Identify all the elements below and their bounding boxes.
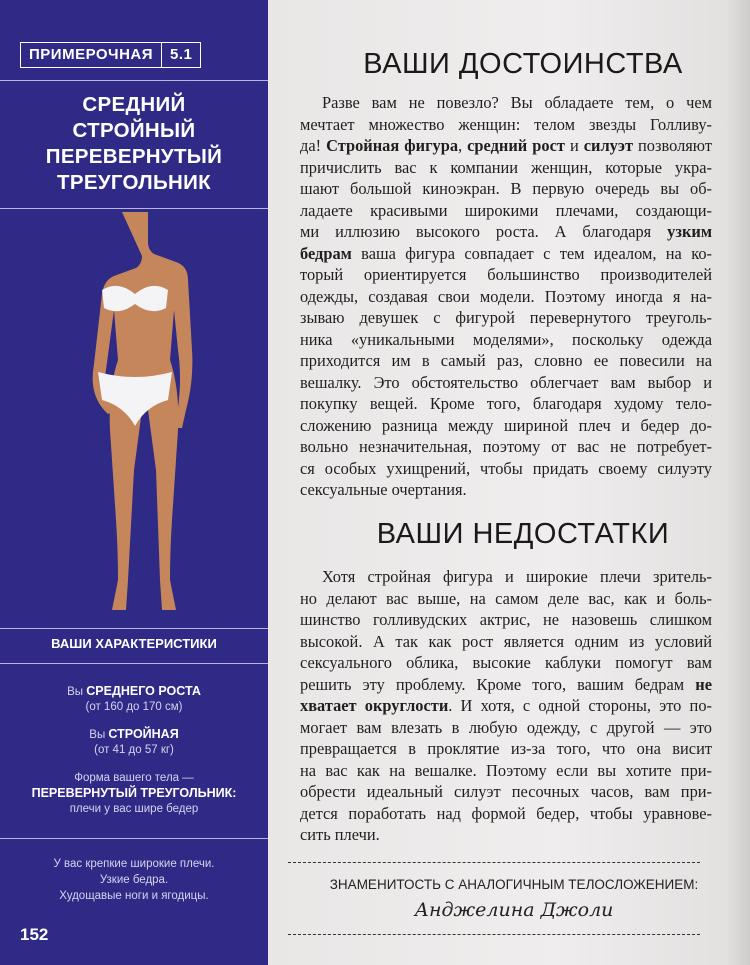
text: превращается в проклятие из-за того, что она висит [300, 739, 712, 758]
disadvantages-paragraph [300, 566, 712, 846]
text-line [300, 286, 712, 308]
text: но делают вас выше, на самом деле вас, как и боль- [300, 588, 712, 608]
text-line [300, 135, 712, 157]
label: Вы [89, 729, 109, 741]
text: , [458, 136, 468, 155]
text: покупку вещей. Кроме того, благодаря худому тело- [300, 394, 712, 413]
value: СТРОЙНАЯ [108, 727, 179, 741]
advantages-paragraph [300, 92, 712, 501]
text: ся особых ухищрений, чтобы придать своему силуэту [300, 458, 712, 478]
bold-text: не [695, 674, 712, 694]
text-line [300, 609, 712, 631]
text-line [300, 566, 712, 588]
advantages-heading: ВАШИ ДОСТОИНСТВА [363, 48, 683, 80]
text: да! [300, 136, 327, 155]
text: сексуального облика, высокие каблуки помогут вам [300, 653, 712, 672]
text-line [300, 372, 712, 394]
features-summary [0, 856, 268, 904]
text: сить плечи. [300, 825, 380, 844]
bold-text: хватает округлости [300, 696, 449, 715]
text-line [300, 92, 712, 114]
text: . И хотя, с одной стороны, это по- [448, 696, 712, 715]
dashed-divider [288, 934, 700, 935]
title-line: ТРЕУГОЛЬНИК [57, 171, 211, 194]
text: шают большой киноэкран. В первую очередь вы об- [300, 179, 712, 198]
text-line [300, 652, 712, 674]
text-line [300, 479, 712, 501]
sidebar-panel [0, 0, 268, 965]
text: шинство голливудских актрис, не назовешь слишком [300, 610, 712, 629]
description: плечи у вас шире бедер [69, 803, 199, 815]
height-characteristic [0, 684, 268, 715]
range: (от 41 до 57 кг) [94, 744, 174, 756]
bold-text: средний рост [467, 136, 565, 155]
text-line [300, 695, 712, 717]
text-line [300, 221, 712, 243]
text: мечтает множество женщин: телом звезды Голливу- [300, 114, 712, 134]
feature-line: Худощавые ноги и ягодицы. [59, 890, 209, 902]
text: ваша фигура совпадает с тем идеалом, на ко- [351, 243, 712, 263]
text-line [300, 803, 712, 825]
text-line [300, 243, 712, 265]
text-line [300, 781, 712, 803]
text-line [300, 717, 712, 739]
characteristics-heading: ВАШИ ХАРАКТЕРИСТИКИ [51, 636, 217, 651]
body-type-title [0, 92, 268, 196]
divider [0, 628, 268, 629]
text: одежды, создавая свои модели. Поэтому иногда я на- [300, 286, 712, 306]
text-line [300, 178, 712, 200]
divider [0, 208, 268, 209]
shape-characteristic [0, 771, 268, 817]
range: (от 160 до 170 см) [85, 701, 183, 713]
text-line [300, 674, 712, 696]
divider [0, 80, 268, 81]
text-line [300, 436, 712, 458]
text-line [300, 350, 712, 372]
text: зываю девушек с фигурой перевернутого треуголь- [300, 308, 712, 327]
text-line [300, 824, 712, 846]
main-text-page [268, 0, 750, 965]
text: дется поработать над формой бедер, чтобы уравнове- [300, 803, 712, 823]
text-line [300, 415, 712, 437]
bold-text: силуэт [583, 136, 633, 155]
text: на вас как на вешалке. Поэтому если вы хотите при- [300, 760, 712, 780]
section-label [20, 42, 201, 68]
text: обрести идеальный силуэт песочных часов, вам при- [300, 782, 712, 801]
text-line [300, 307, 712, 329]
text-line [300, 114, 712, 136]
value: СРЕДНЕГО РОСТА [86, 684, 201, 698]
text: приходится им в самый раз, словно ее повесили на [300, 351, 712, 370]
text: ми иллюзию высокого роста. А благодаря [300, 222, 668, 241]
text-line [300, 738, 712, 760]
section-number: 5.1 [161, 43, 200, 67]
text: высокой. А так как рост является одним из условий [300, 631, 712, 651]
text-line [300, 329, 712, 351]
text: торый ориентируется большинство производителей [300, 265, 712, 284]
celebrity-caption: ЗНАМЕНИТОСТЬ С АНАЛОГИЧНЫМ ТЕЛОСЛОЖЕНИЕМ: [329, 877, 699, 892]
value: ПЕРЕВЕРНУТЫЙ ТРЕУГОЛЬНИК: [31, 786, 237, 800]
title-line: СРЕДНИЙ [82, 93, 186, 116]
text: позволяют [633, 136, 712, 155]
text-line [300, 760, 712, 782]
text: ладаете красивыми широкими плечами, создающи- [300, 200, 712, 220]
celebrity-name: Анджелина Джоли [414, 899, 614, 921]
dashed-divider [288, 862, 700, 863]
text: ника «уникальными моделями», поскольку одежда [300, 329, 712, 349]
weight-characteristic [0, 727, 268, 758]
text: Разве вам не повезло? Вы обладаете тем, о чем [322, 93, 712, 112]
text: могает вам влезать в любую одежду, с другой — это [300, 717, 712, 737]
text: и [564, 136, 584, 155]
text: сексуальные очертания. [300, 480, 467, 499]
title-line: СТРОЙНЫЙ [72, 119, 196, 142]
text: вольно незначительная, поэтому от вас не потребует- [300, 437, 712, 456]
label: Форма вашего тела — [74, 772, 194, 784]
section-name: ПРИМЕРОЧНАЯ [29, 46, 154, 63]
text: Хотя стройная фигура и широкие плечи зритель- [322, 567, 712, 586]
bold-text: Стройная фигура [326, 136, 459, 155]
text-line [300, 157, 712, 179]
text-line [300, 458, 712, 480]
divider [0, 663, 268, 664]
label: Вы [67, 686, 87, 698]
feature-line: Узкие бедра. [99, 874, 169, 886]
text-line [300, 631, 712, 653]
text-line [300, 200, 712, 222]
text: решить эту проблему. Кроме того, вашим бедрам [300, 674, 696, 694]
text: сложению разница между шириной плеч и бедер до- [300, 415, 712, 435]
text-line [300, 393, 712, 415]
text: причислить вас к компании женщин, которые укра- [300, 157, 712, 177]
disadvantages-heading: ВАШИ НЕДОСТАТКИ [376, 518, 670, 550]
text-line [300, 588, 712, 610]
body-figure-illustration [50, 212, 220, 622]
bold-text: бедрам [300, 243, 352, 263]
feature-line: У вас крепкие широкие плечи. [53, 858, 215, 870]
bold-text: узким [667, 222, 712, 241]
page-number: 152 [20, 925, 49, 944]
divider [0, 838, 268, 839]
title-line: ПЕРЕВЕРНУТЫЙ [45, 145, 223, 168]
text: вешалку. Это обстоятельство облегчает вам выбор и [300, 372, 712, 392]
text-line [300, 264, 712, 286]
